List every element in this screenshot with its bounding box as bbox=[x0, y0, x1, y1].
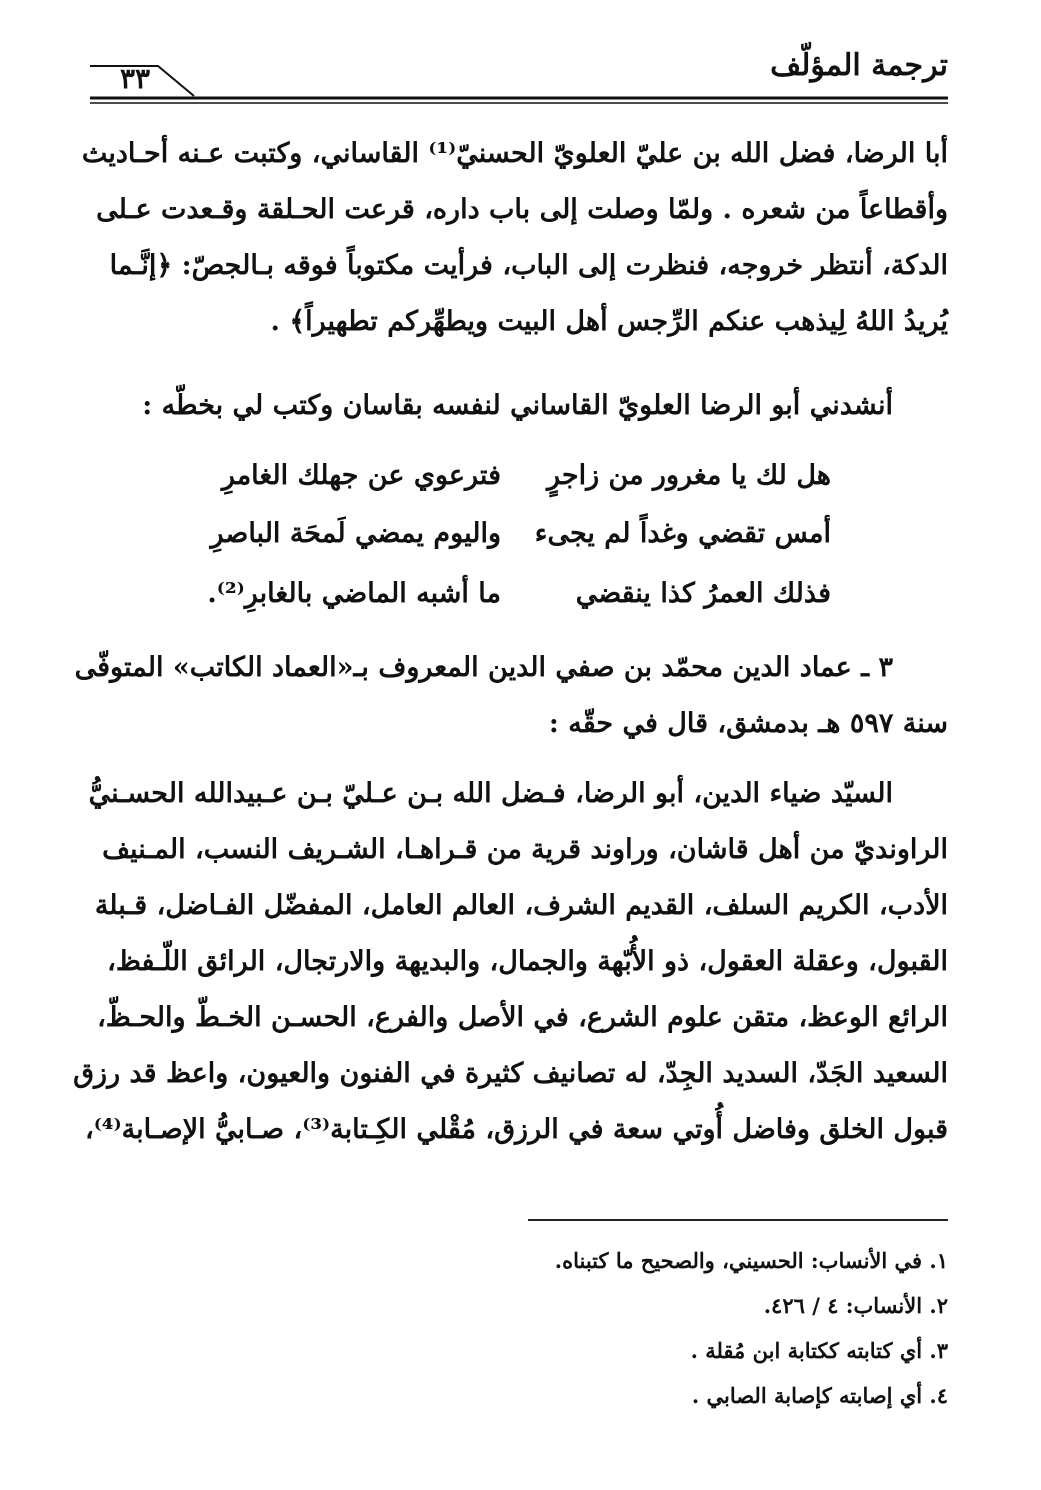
paragraph-3 bbox=[73, 766, 948, 1158]
text-line: الأدب، الكريم السلف، القديم الشرف، العالم العامل، المفضّل الفـاضل، قـبلة bbox=[94, 890, 948, 921]
page-header bbox=[90, 40, 948, 104]
paragraph-2 bbox=[95, 378, 948, 434]
text-line: أنشدني أبو الرضا العلويّ القاساني لنفسه بقاسان وكتب لي بخطّه : bbox=[142, 390, 893, 421]
text-line: ٣ ـ عماد الدين محمّد بن صفي الدين المعروف بـ«العماد الكاتب» المتوفّى bbox=[74, 652, 893, 683]
footnote: ٤. أي إصابته كإصابة الصابي . bbox=[691, 1383, 948, 1408]
verse-second-hemistich: واليوم يمضي لَمحَة الباصرِ bbox=[210, 518, 501, 549]
footnote: ١. في الأنساب: الحسيني، والصحيح ما كتبناه. bbox=[554, 1248, 948, 1273]
text-line: القبول، وعقلة العقول، ذو الأُبّهة والجمال، والبديهة والارتجال، الرائق اللّـفظ، bbox=[107, 946, 948, 977]
text-line: وأقطاعاً من شعره . ولمّا وصلت إلى باب داره، قرعت الحـلقة وقـعدت عـلى bbox=[96, 194, 948, 225]
text-line: قبول الخلق وفاضل أُوتي سعة في الرزق، مُقْلي الكِـتابة⁽³⁾، صـابيُّ الإصـابة⁽⁴⁾، bbox=[85, 1114, 948, 1145]
poem-verse bbox=[0, 460, 1041, 508]
text-line: سنة ٥٩٧ هـ بدمشق، قال في حقّه : bbox=[548, 708, 948, 739]
text-line: السيّد ضياء الدين، أبو الرضا، فـضل الله بـن عـليّ بـن عـبيدالله الحسـنيُّ bbox=[88, 778, 893, 809]
verse-second-hemistich: فترعوي عن جهلك الغامرِ bbox=[221, 460, 501, 491]
text-line: الدكة، أنتظر خروجه، فنظرت إلى الباب، فرأيت مكتوباً فوقه بـالجصّ: ﴿إنَّـما bbox=[109, 250, 948, 281]
verse-second-hemistich: ما أشبه الماضي بالغابرِ⁽²⁾. bbox=[207, 578, 501, 609]
poem-verse bbox=[0, 578, 1041, 626]
footnotes bbox=[248, 1238, 948, 1418]
footnote: ٣. أي كتابته ككتابة ابن مُقلة . bbox=[690, 1338, 948, 1363]
text-line: الراونديّ من أهل قاشان، وراوند قرية من قـراهـا، الشـريف النسب، المـنيف bbox=[102, 834, 948, 865]
text-line: الرائع الوعظ، متقن علوم الشرع، في الأصل والفرع، الحسـن الخـطّ والحـظّ، bbox=[97, 1002, 948, 1033]
text-line: السعيد الجَدّ، السديد الجِدّ، له تصانيف كثيرة في الفنون والعيون، واعظ قد رزق bbox=[73, 1058, 948, 1089]
paragraph-1 bbox=[81, 126, 948, 350]
verse-first-hemistich: أمس تقضي وغداً لم يجىء bbox=[534, 518, 831, 549]
page-number: ٣٣ bbox=[120, 62, 151, 95]
verse-first-hemistich: هل لك يا مغرور من زاجرٍ bbox=[546, 460, 831, 491]
verse-first-hemistich: فذلك العمرُ كذا ينقضي bbox=[575, 578, 831, 609]
footnote: ٢. الأنساب: ٤ / ٤٢٦. bbox=[763, 1293, 948, 1318]
running-title: ترجمة المؤلّف bbox=[770, 48, 948, 83]
text-line: أبا الرضا، فضل الله بن عليّ العلويّ الحسنيّ⁽¹⁾ القاساني، وكتبت عـنه أحـاديث bbox=[81, 138, 948, 169]
poem-verse bbox=[0, 518, 1041, 566]
text-line: يُريدُ اللهُ لِيذهب عنكم الرِّجس أهل البيت ويطهِّركم تطهيراً﴾ . bbox=[270, 306, 948, 337]
section-3-heading bbox=[74, 640, 948, 752]
footnote-separator bbox=[528, 1219, 948, 1221]
